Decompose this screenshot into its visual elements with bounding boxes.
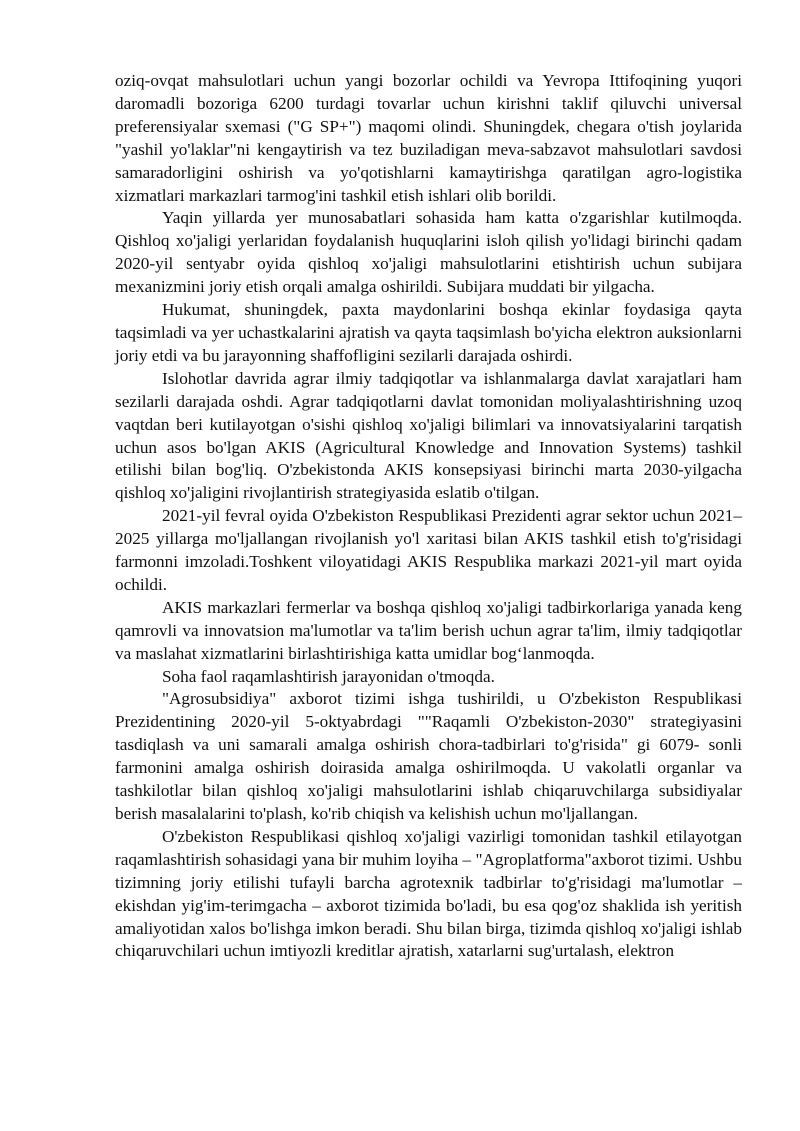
- paragraph-digitalization: Soha faol raqamlashtirish jarayonidan o'tmoqda.: [162, 666, 495, 686]
- paragraph-export-markets: oziq-ovqat mahsulotlari uchun yangi bozorlar ochildi va Yevropa Ittifoqining yuqori daromadli bozoriga 6200 turdagi tovarlar uchun kirishni taklif qiluvchi universal preferensiyalar sxemasi ("G SP+") maqomi olindi. Shuningdek, chegara o'tish joylarida "yashil yo'laklar"ni kengaytirish va tez buziladigan meva-sabzavot mahsulotlari savdosi samaradorligini oshirish va yo'qotishlarni kamaytirishga qaratilgan agro-logistika xizmatlari markazlari tarmog'ini tashkil etish ishlari olib borildi.: [115, 71, 742, 205]
- paragraph-land-relations: Yaqin yillarda yer munosabatlari sohasida ham katta o'zgarishlar kutilmoqda. Qishloq xo'jaligi yerlaridan foydalanish huquqlarini isloh qilish yo'lidagi birinchi qadam 2020-yil sentyabr oyida qishloq xo'jaligi mahsulotlarini etishtirish uchun subijara mexanizmini joriy etish orqali amalga oshirildi. Subijara muddati bir yilgacha.: [115, 208, 742, 297]
- paragraph-agrosubsidiya: "Agrosubsidiya" axborot tizimi ishga tushirildi, u O'zbekiston Respublikasi Prezidentining 2020-yil 5-oktyabrdagi ""Raqamli O'zbekiston-2030" strategiyasini tasdiqlash va uni samarali amalga oshirish chora-tadbirlari to'g'risida" gi 6079- sonli farmonini amalga oshirish doirasida amalga oshirilmoqda. U vakolatli organlar va tashkilotlar bilan qishloq xo'jaligi mahsulotlarini ishlab chiqaruvchilarga subsidiyalar berish masalalarini to'plash, ko'rib chiqish va kelishish uchun mo'ljallangan.: [115, 689, 742, 823]
- paragraph-agroplatforma: O'zbekiston Respublikasi qishloq xo'jaligi vazirligi tomonidan tashkil etilayotgan raqamlashtirish sohasidagi yana bir muhim loyiha – "Agroplatforma"axborot tizimi. Ushbu tizimning joriy etilishi tufayli barcha agrotexnik tadbirlar to'g'risidagi ma'lumotlar – ekishdan yig'im-terimgacha – axborot tizimida bo'ladi, bu esa qog'oz shaklida ish yeritish amaliyotidan xalos bo'lishga imkon beradi. Shu bilan birga, tizimda qishloq xo'jaligi ishlab chiqaruvchilari uchun imtiyozli kreditlar ajratish, xatarlarni sug'urtalash, elektron: [115, 826, 742, 961]
- document-page: [115, 70, 742, 963]
- paragraph-cotton-redistribution: Hukumat, shuningdek, paxta maydonlarini boshqa ekinlar foydasiga qayta taqsimladi va yer uchastkalarini ajratish va qayta taqsimlash bo'yicha elektron auksionlarni joriy etdi va bu jarayonning shaffofligini sezilarli darajada oshirdi.: [115, 300, 742, 365]
- paragraph-akis-centers: AKIS markazlari fermerlar va boshqa qishloq xo'jaligi tadbirkorlariga yanada keng qamrovli va innovatsion ma'lumotlar va ta'lim berish uchun agrar ta'lim, ilmiy tadqiqotlar va maslahat xizmatlarini birlashtirishiga katta umidlar bog‘lanmoqda.: [115, 597, 742, 663]
- paragraph-research-akis: Islohotlar davrida agrar ilmiy tadqiqotlar va ishlanmalarga davlat xarajatlari ham sezilarli darajada oshdi. Agrar tadqiqotlarni davlat tomonidan moliyalashtirishning uzoq vaqtdan beri kutilayotgan o'sishi qishloq xo'jaligi bilimlari va innovatsiyalarini tarqatish uchun asos bo'lgan AKIS (Agricultural Knowledge and Innovation Systems) tashkil etilishi bilan bog'liq. O'zbekistonda AKIS konsepsiyasi birinchi marta 2030-yilgacha qishloq xo'jaligini rivojlantirish strategiyasida eslatib o'tilgan.: [115, 368, 742, 503]
- paragraph-akis-decree: 2021-yil fevral oyida O'zbekiston Respublikasi Prezidenti agrar sektor uchun 2021–2025 yillarga mo'ljallangan rivojlanish yo'l xaritasi bilan AKIS tashkil etish to'g'risidagi farmonni imzoladi.Toshkent viloyatidagi AKIS Respublika markazi 2021-yil mart oyida ochildi.: [115, 506, 742, 594]
